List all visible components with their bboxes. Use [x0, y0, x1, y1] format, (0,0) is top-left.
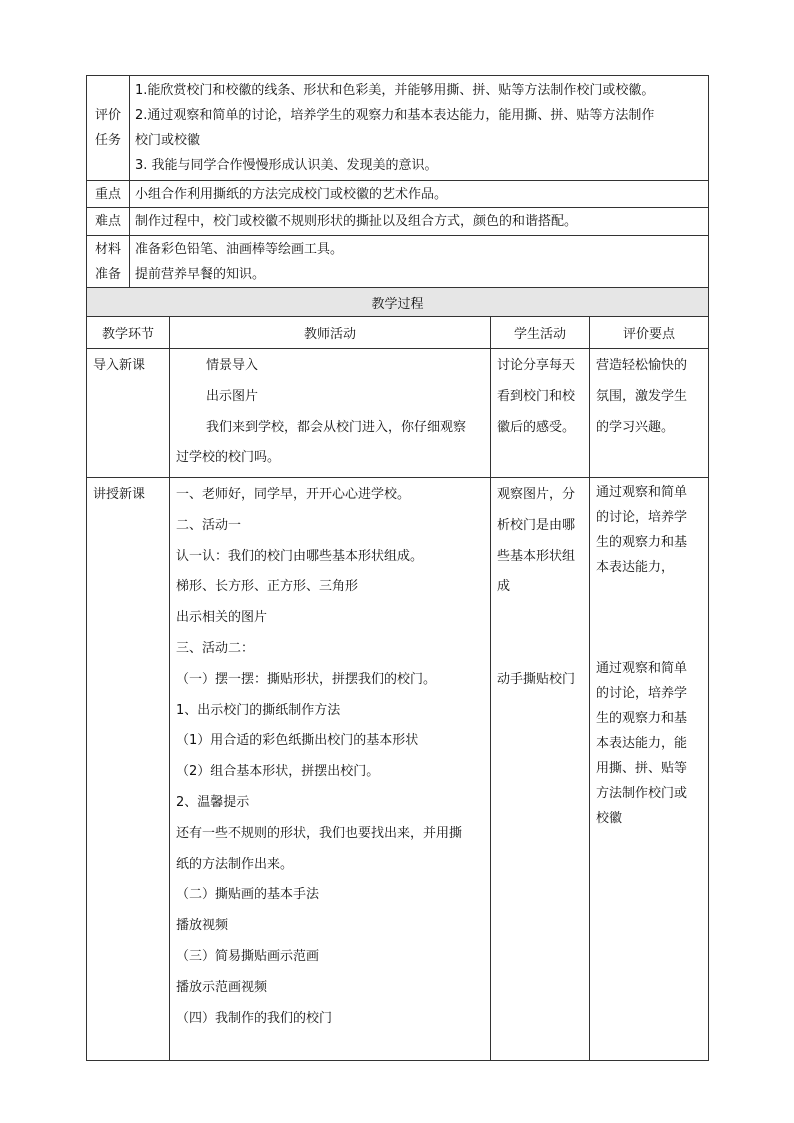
- difficulty-row: [87, 208, 709, 236]
- header-teacher: 教师活动: [170, 317, 491, 349]
- teacher-line: 认一认：我们的校门由哪些基本形状组成。: [176, 548, 424, 564]
- eval-line: 的讨论，培养学: [596, 686, 688, 701]
- materials-label: [87, 236, 130, 288]
- teacher-line: 梯形、长方形、正方形、三角形: [176, 579, 359, 595]
- content-line: 1.能欣赏校门和校徽的线条、形状和色彩美，并能够用撕、拼、贴等方法制作校门或校徽。: [135, 83, 655, 98]
- process-title-row: [87, 288, 709, 317]
- spacer: [497, 603, 585, 665]
- new-eval: [590, 478, 709, 1061]
- intro-student: [491, 349, 590, 478]
- label-line: 材料: [94, 241, 121, 257]
- teacher-line: 还有一些不规则的形状，我们也要找出来，并用撕: [176, 825, 463, 841]
- teacher-line: 播放视频: [176, 918, 229, 934]
- process-header-row: [87, 317, 709, 349]
- eval-line: 方法制作校门或: [596, 786, 688, 801]
- process-title: 教学过程: [87, 288, 709, 317]
- eval-line: 营造轻松愉快的: [596, 358, 688, 373]
- teacher-line: 一、老师好，同学早，开开心心进学校。: [176, 487, 411, 502]
- teacher-line: 过学校的校门吗。: [176, 450, 281, 466]
- process-table: [86, 287, 709, 1061]
- teacher-line: 我们来到学校，都会从校门进入，你仔细观察: [206, 419, 467, 435]
- student-line: 讨论分享每天: [497, 358, 576, 373]
- eval-line: 生的观察力和基: [596, 711, 688, 726]
- key-point-label: 重点: [87, 181, 130, 208]
- content-line: 准备彩色铅笔、油画棒等绘画工具。: [135, 241, 344, 257]
- eval-line: 氛围，激发学生: [596, 388, 688, 404]
- difficulty-content: [130, 208, 709, 236]
- spacer: [596, 580, 704, 656]
- label-line: 准备: [94, 266, 121, 282]
- eval-task-label: [87, 76, 130, 181]
- content-line: 小组合作利用撕纸的方法完成校门或校徽的艺术作品。: [135, 186, 448, 202]
- lesson-plan-page: [86, 75, 708, 1061]
- content-line: 提前营养早餐的知识。: [135, 266, 266, 282]
- eval-line: 通过观察和简单: [596, 661, 688, 676]
- student-line: 徽后的感受。: [497, 419, 576, 435]
- student-line: 些基本形状组: [497, 548, 576, 564]
- top-table: [86, 75, 709, 288]
- content-line: 制作过程中，校门或校徽不规则形状的撕扯以及组合方式，颜色的和谐搭配。: [135, 214, 578, 229]
- teacher-line: （三）简易撕贴画示范画: [176, 948, 320, 964]
- new-lesson-row: [87, 478, 709, 1061]
- student-line: 成: [497, 579, 511, 595]
- student-line: 看到校门和校: [497, 388, 576, 404]
- student-line: 观察图片，分: [497, 487, 576, 502]
- teacher-line: （二）撕贴画的基本手法: [176, 887, 320, 903]
- header-stage: 教学环节: [87, 317, 170, 349]
- stage-label: 讲授新课: [93, 487, 146, 502]
- label-line: 评价: [94, 108, 121, 123]
- new-stage: [87, 478, 170, 1061]
- stage-label: 导入新课: [93, 358, 146, 373]
- teacher-line: （四）我制作的我们的校门: [176, 1010, 333, 1026]
- eval-line: 通过观察和简单: [596, 485, 688, 500]
- header-eval: 评价要点: [590, 317, 709, 349]
- teacher-line: 出示相关的图片: [176, 610, 268, 626]
- teacher-line: 情景导入: [206, 358, 259, 373]
- teacher-line: （一）摆一摆：撕贴形状，拼摆我们的校门。: [176, 671, 437, 687]
- content-line: 3. 我能与同学合作慢慢形成认识美、发现美的意识。: [135, 158, 438, 173]
- key-point-content: [130, 181, 709, 208]
- key-point-row: [87, 181, 709, 208]
- teacher-line: （2）组合基本形状，拼摆出校门。: [176, 764, 380, 780]
- eval-line: 的讨论，培养学: [596, 510, 688, 525]
- eval-line: 生的观察力和基: [596, 535, 688, 550]
- intro-eval: [590, 349, 709, 478]
- eval-line: 本表达能力，: [596, 560, 675, 575]
- difficulty-label: 难点: [87, 208, 130, 236]
- eval-task-row: [87, 76, 709, 181]
- teacher-line: （1）用合适的彩色纸撕出校门的基本形状: [176, 733, 419, 749]
- teacher-line: 三、活动二：: [176, 640, 255, 656]
- materials-row: [87, 236, 709, 288]
- eval-task-content: [130, 76, 709, 181]
- teacher-line: 出示图片: [206, 388, 259, 404]
- teacher-line: 1、出示校门的撕纸制作方法: [176, 702, 341, 718]
- new-student: [491, 478, 590, 1061]
- teacher-line: 二、活动一: [176, 517, 242, 533]
- student-line: 析校门是由哪: [497, 517, 576, 533]
- eval-line: 用撕、拼、贴等: [596, 761, 688, 776]
- intro-stage: [87, 349, 170, 478]
- teacher-line: 2、温馨提示: [176, 794, 250, 810]
- content-line: 校门或校徽: [135, 133, 201, 148]
- materials-content: [130, 236, 709, 288]
- new-teacher: [170, 478, 491, 1061]
- intro-teacher: [170, 349, 491, 478]
- student-line: 动手撕贴校门: [497, 671, 576, 687]
- teacher-line: 播放示范画视频: [176, 979, 268, 995]
- eval-line: 的学习兴趣。: [596, 419, 675, 435]
- eval-line: 本表达能力，能: [596, 736, 688, 751]
- content-line: 2.通过观察和简单的讨论，培养学生的观察力和基本表达能力，能用撕、拼、贴等方法制作: [135, 108, 655, 123]
- header-student: 学生活动: [491, 317, 590, 349]
- label-line: 任务: [94, 133, 121, 148]
- intro-row: [87, 349, 709, 478]
- eval-line: 校徽: [596, 811, 623, 826]
- teacher-line: 纸的方法制作出来。: [176, 856, 294, 872]
